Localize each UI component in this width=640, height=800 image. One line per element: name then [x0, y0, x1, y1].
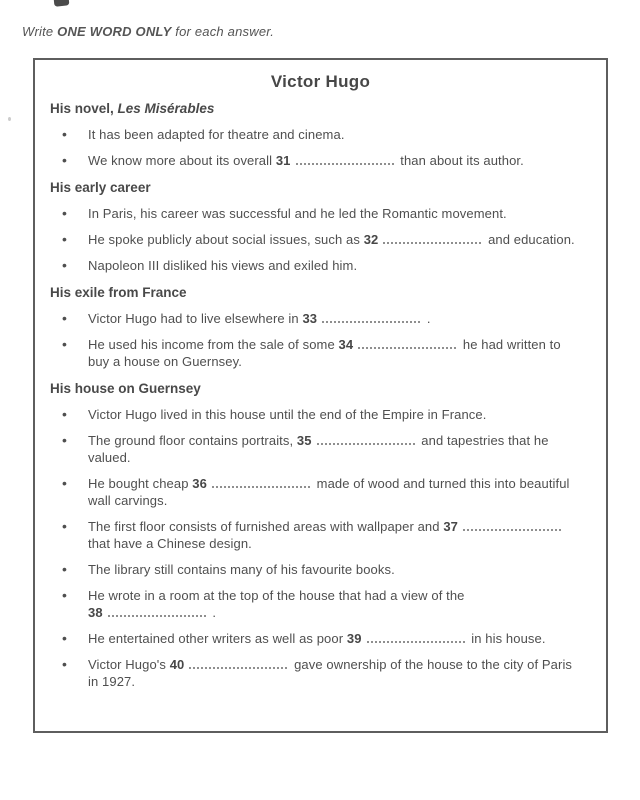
answer-blank-40	[189, 657, 287, 669]
bullet-item	[50, 475, 591, 509]
answer-blank-33	[322, 311, 420, 323]
section-heading	[50, 380, 591, 397]
scan-artifact-mark	[54, 0, 70, 7]
question-blank-group	[192, 476, 313, 491]
bullet-icon: •	[62, 656, 67, 672]
bullet-icon: •	[62, 475, 67, 491]
question-blank-group	[297, 433, 418, 448]
sections-container	[50, 100, 591, 690]
bullet-icon: •	[62, 518, 67, 534]
question-blank-group	[347, 631, 468, 646]
bullet-icon: •	[62, 336, 67, 352]
page-title: Victor Hugo	[270, 72, 371, 91]
question-number: 38	[88, 605, 103, 620]
question-number: 33	[302, 311, 318, 326]
answer-blank-37	[463, 519, 561, 531]
section-heading-text: His exile from France	[50, 285, 187, 300]
bullet-icon: •	[62, 257, 67, 273]
question-blank-group	[170, 657, 291, 672]
question-number: 40	[169, 657, 185, 672]
instruction-suffix: for each answer.	[171, 24, 275, 39]
bullet-text: He bought cheap 36 made of wood and turned this into beautiful wall carvings.	[88, 476, 570, 508]
bullet-icon: •	[62, 432, 67, 448]
bullet-text: He wrote in a room at the top of the house that had a view of the 38 .	[88, 588, 465, 620]
bullet-item	[50, 432, 591, 466]
bullet-item	[50, 336, 591, 370]
bullet-item	[50, 126, 591, 143]
answer-blank-36	[212, 476, 310, 488]
question-number: 31	[275, 153, 291, 168]
bullet-text: Napoleon III disliked his views and exiled him.	[88, 258, 358, 273]
bullet-item	[50, 310, 591, 327]
question-number: 36	[192, 476, 207, 491]
section-heading-text: His house on Guernsey	[50, 381, 201, 396]
question-number: 32	[363, 232, 379, 247]
bullet-text: He entertained other writers as well as poor 39 in his house.	[88, 631, 546, 646]
bullet-text: Victor Hugo had to live elsewhere in 33 .	[88, 311, 431, 326]
question-blank-group	[302, 311, 423, 326]
bullet-item	[50, 518, 591, 552]
instruction-line	[22, 24, 274, 39]
answer-blank-31	[296, 153, 394, 165]
bullet-text: It has been adapted for theatre and cinema.	[88, 127, 345, 142]
question-number: 37	[443, 519, 458, 534]
bullet-item	[50, 406, 591, 423]
answer-blank-34	[358, 337, 456, 349]
bullet-item	[50, 587, 591, 621]
question-blank-group	[364, 232, 485, 247]
question-box	[33, 58, 608, 733]
bullet-text: We know more about its overall 31 than about its author.	[88, 153, 524, 168]
question-blank-group	[339, 337, 460, 352]
answer-blank-35	[317, 433, 415, 445]
section-heading-text: His novel,	[50, 101, 118, 116]
bullet-text: The first floor consists of furnished areas with wallpaper and 37 that have a Chinese design.	[88, 518, 591, 552]
section	[50, 380, 591, 690]
answer-blank-32	[383, 232, 481, 244]
bullet-text: Victor Hugo's 40 gave ownership of the house to the city of Paris in 1927.	[88, 657, 573, 689]
section-heading	[50, 100, 591, 117]
section-heading-italic: Les Misérables	[117, 101, 215, 116]
bullet-item	[50, 630, 591, 647]
question-blank-group	[276, 153, 397, 168]
question-blank-group	[88, 605, 209, 620]
bullet-text: He spoke publicly about social issues, such as 32 and education.	[88, 232, 575, 247]
instruction-emphasis: ONE WORD ONLY	[57, 24, 172, 39]
bullet-item	[50, 205, 591, 222]
bullet-icon: •	[62, 561, 67, 577]
answer-blank-39	[367, 631, 465, 643]
instruction-prefix: Write	[22, 24, 58, 39]
bullet-text: The ground floor contains portraits, 35 and tapestries that he valued.	[88, 433, 549, 465]
bullet-item	[50, 231, 591, 248]
bullet-item	[50, 257, 591, 274]
section-heading	[50, 179, 591, 196]
bullet-item	[50, 152, 591, 169]
question-number: 35	[296, 433, 312, 448]
bullet-text: Victor Hugo lived in this house until the end of the Empire in France.	[88, 407, 487, 422]
bullet-item	[50, 656, 591, 690]
question-number: 39	[346, 631, 362, 646]
bullet-text: He used his income from the sale of some 34 he had written to buy a house on Guernsey.	[88, 337, 561, 369]
section	[50, 284, 591, 370]
section-heading	[50, 284, 591, 301]
section	[50, 100, 591, 169]
bullet-icon: •	[62, 152, 67, 168]
bullet-text: In Paris, his career was successful and he led the Romantic movement.	[88, 206, 507, 221]
section-heading-text: His early career	[50, 180, 151, 195]
question-number: 34	[338, 337, 354, 352]
question-blank-group	[443, 519, 564, 534]
bullet-icon: •	[62, 231, 67, 247]
bullet-icon: •	[62, 587, 67, 603]
bullet-icon: •	[62, 406, 67, 422]
bullet-icon: •	[62, 310, 67, 326]
bullet-icon: •	[62, 630, 67, 646]
bullet-icon: •	[62, 205, 67, 221]
bullet-text: The library still contains many of his favourite books.	[88, 562, 395, 577]
scan-speck	[8, 117, 11, 121]
bullet-item	[50, 561, 591, 578]
section	[50, 179, 591, 274]
bullet-icon: •	[62, 126, 67, 142]
answer-blank-38	[108, 605, 206, 617]
